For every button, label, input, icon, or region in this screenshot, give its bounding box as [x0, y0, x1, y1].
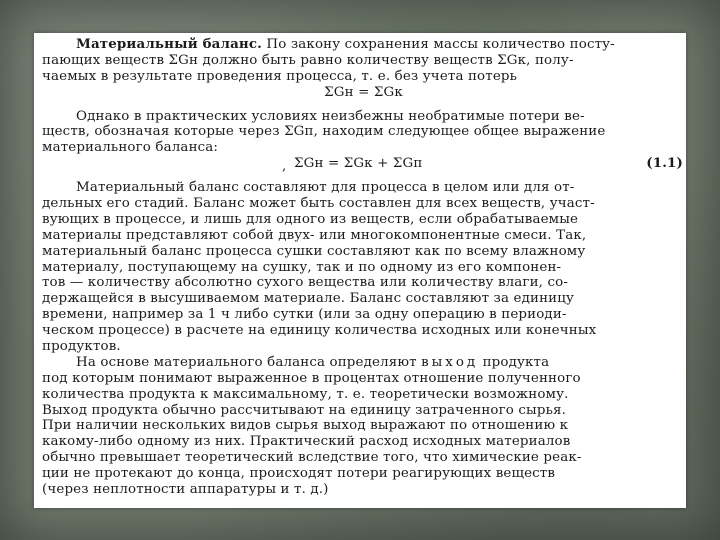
paragraph-1-line-3: чаемых в результате проведения процесса, т. е. без учета потерь: [42, 68, 518, 84]
paragraph-4-line-7: обычно превышает теоретический вследствие того, что химические реак-: [42, 450, 582, 466]
paragraph-4-line-2: под которым понимают выраженное в процентах отношение полученного: [42, 370, 581, 386]
paragraph-2-line-3: материального баланса:: [42, 140, 219, 156]
formula-expression: ΣGн = ΣGк + ΣGп: [294, 156, 423, 172]
formula-mass-conservation: ΣGн = ΣGк: [324, 84, 403, 100]
paragraph-text: На основе материального баланса определяют: [76, 354, 422, 370]
paragraph-4-line-9: (через неплотности аппаратуры и т. д.): [42, 482, 329, 498]
document-page: [34, 33, 686, 508]
formula-number: (1.1): [646, 155, 683, 172]
paragraph-3-line-8: держащейся в высушиваемом материале. Баланс составляют за единицу: [42, 291, 575, 307]
paragraph-3-line-9: времени, например за 1 ч либо сутки (или за одну операцию в периоди-: [42, 307, 567, 323]
paragraph-1-line-2: пающих веществ ΣGн должно быть равно количеству веществ ΣGк, полу-: [42, 52, 574, 68]
paragraph-3-line-7: тов — количеству абсолютно сухого вещества или количеству влаги, со-: [42, 275, 569, 291]
paragraph-4-line-4: Выход продукта обычно рассчитывают на единицу затраченного сырья.: [42, 402, 567, 418]
paragraph-3-line-3: вующих в процессе, и лишь для одного из веществ, если обрабатываемые: [42, 211, 579, 227]
paragraph-text: продукта: [478, 354, 550, 370]
paragraph-3-line-2: дельных его стадий. Баланс может быть составлен для всех веществ, участ-: [42, 196, 595, 212]
section-heading: Материальный баланс.: [76, 37, 262, 52]
paragraph-3-line-6: материалу, поступающему на сушку, так и по одному из его компонен-: [42, 259, 562, 275]
paragraph-3-line-10: ческом процессе) в расчете на единицу количества исходных или конечных: [42, 323, 597, 339]
term-yield: выход: [421, 354, 479, 370]
paragraph-3-line-11: продуктов.: [42, 339, 121, 355]
formula-material-balance: [42, 155, 685, 175]
paragraph-2-line-2: ществ, обозначая которые через ΣGп, находим следующее общее выражение: [42, 124, 606, 140]
paragraph-4-line-5: При наличии нескольких видов сырья выход выражают по отношению к: [42, 418, 569, 434]
paragraph-4-line-6: какому-либо одному из них. Практический расход исходных материалов: [42, 434, 571, 450]
paragraph-text: По закону сохранения массы количество посту-: [261, 37, 615, 52]
paragraph-3-line-4: материалы представляют собой двух- или многокомпонентные смеси. Так,: [42, 227, 587, 243]
paragraph-2-line-1: Однако в практических условиях неизбежны необратимые потери ве-: [76, 108, 585, 124]
paragraph-4-line-8: ции не протекают до конца, происходят потери реагирующих веществ: [42, 466, 556, 482]
paragraph-1-line-1: [42, 37, 685, 53]
document-text: [42, 37, 685, 498]
paragraph-4-line-3: количества продукта к максимальному, т. е. теоретически возможному.: [42, 386, 569, 402]
paragraph-3-line-1: Материальный баланс составляют для процесса в целом или для от-: [76, 180, 575, 196]
formula-comma: ,: [282, 159, 287, 175]
paragraph-4-line-1: [42, 355, 685, 371]
paragraph-3-line-5: материальный баланс процесса сушки составляют как по всему влажному: [42, 243, 586, 259]
